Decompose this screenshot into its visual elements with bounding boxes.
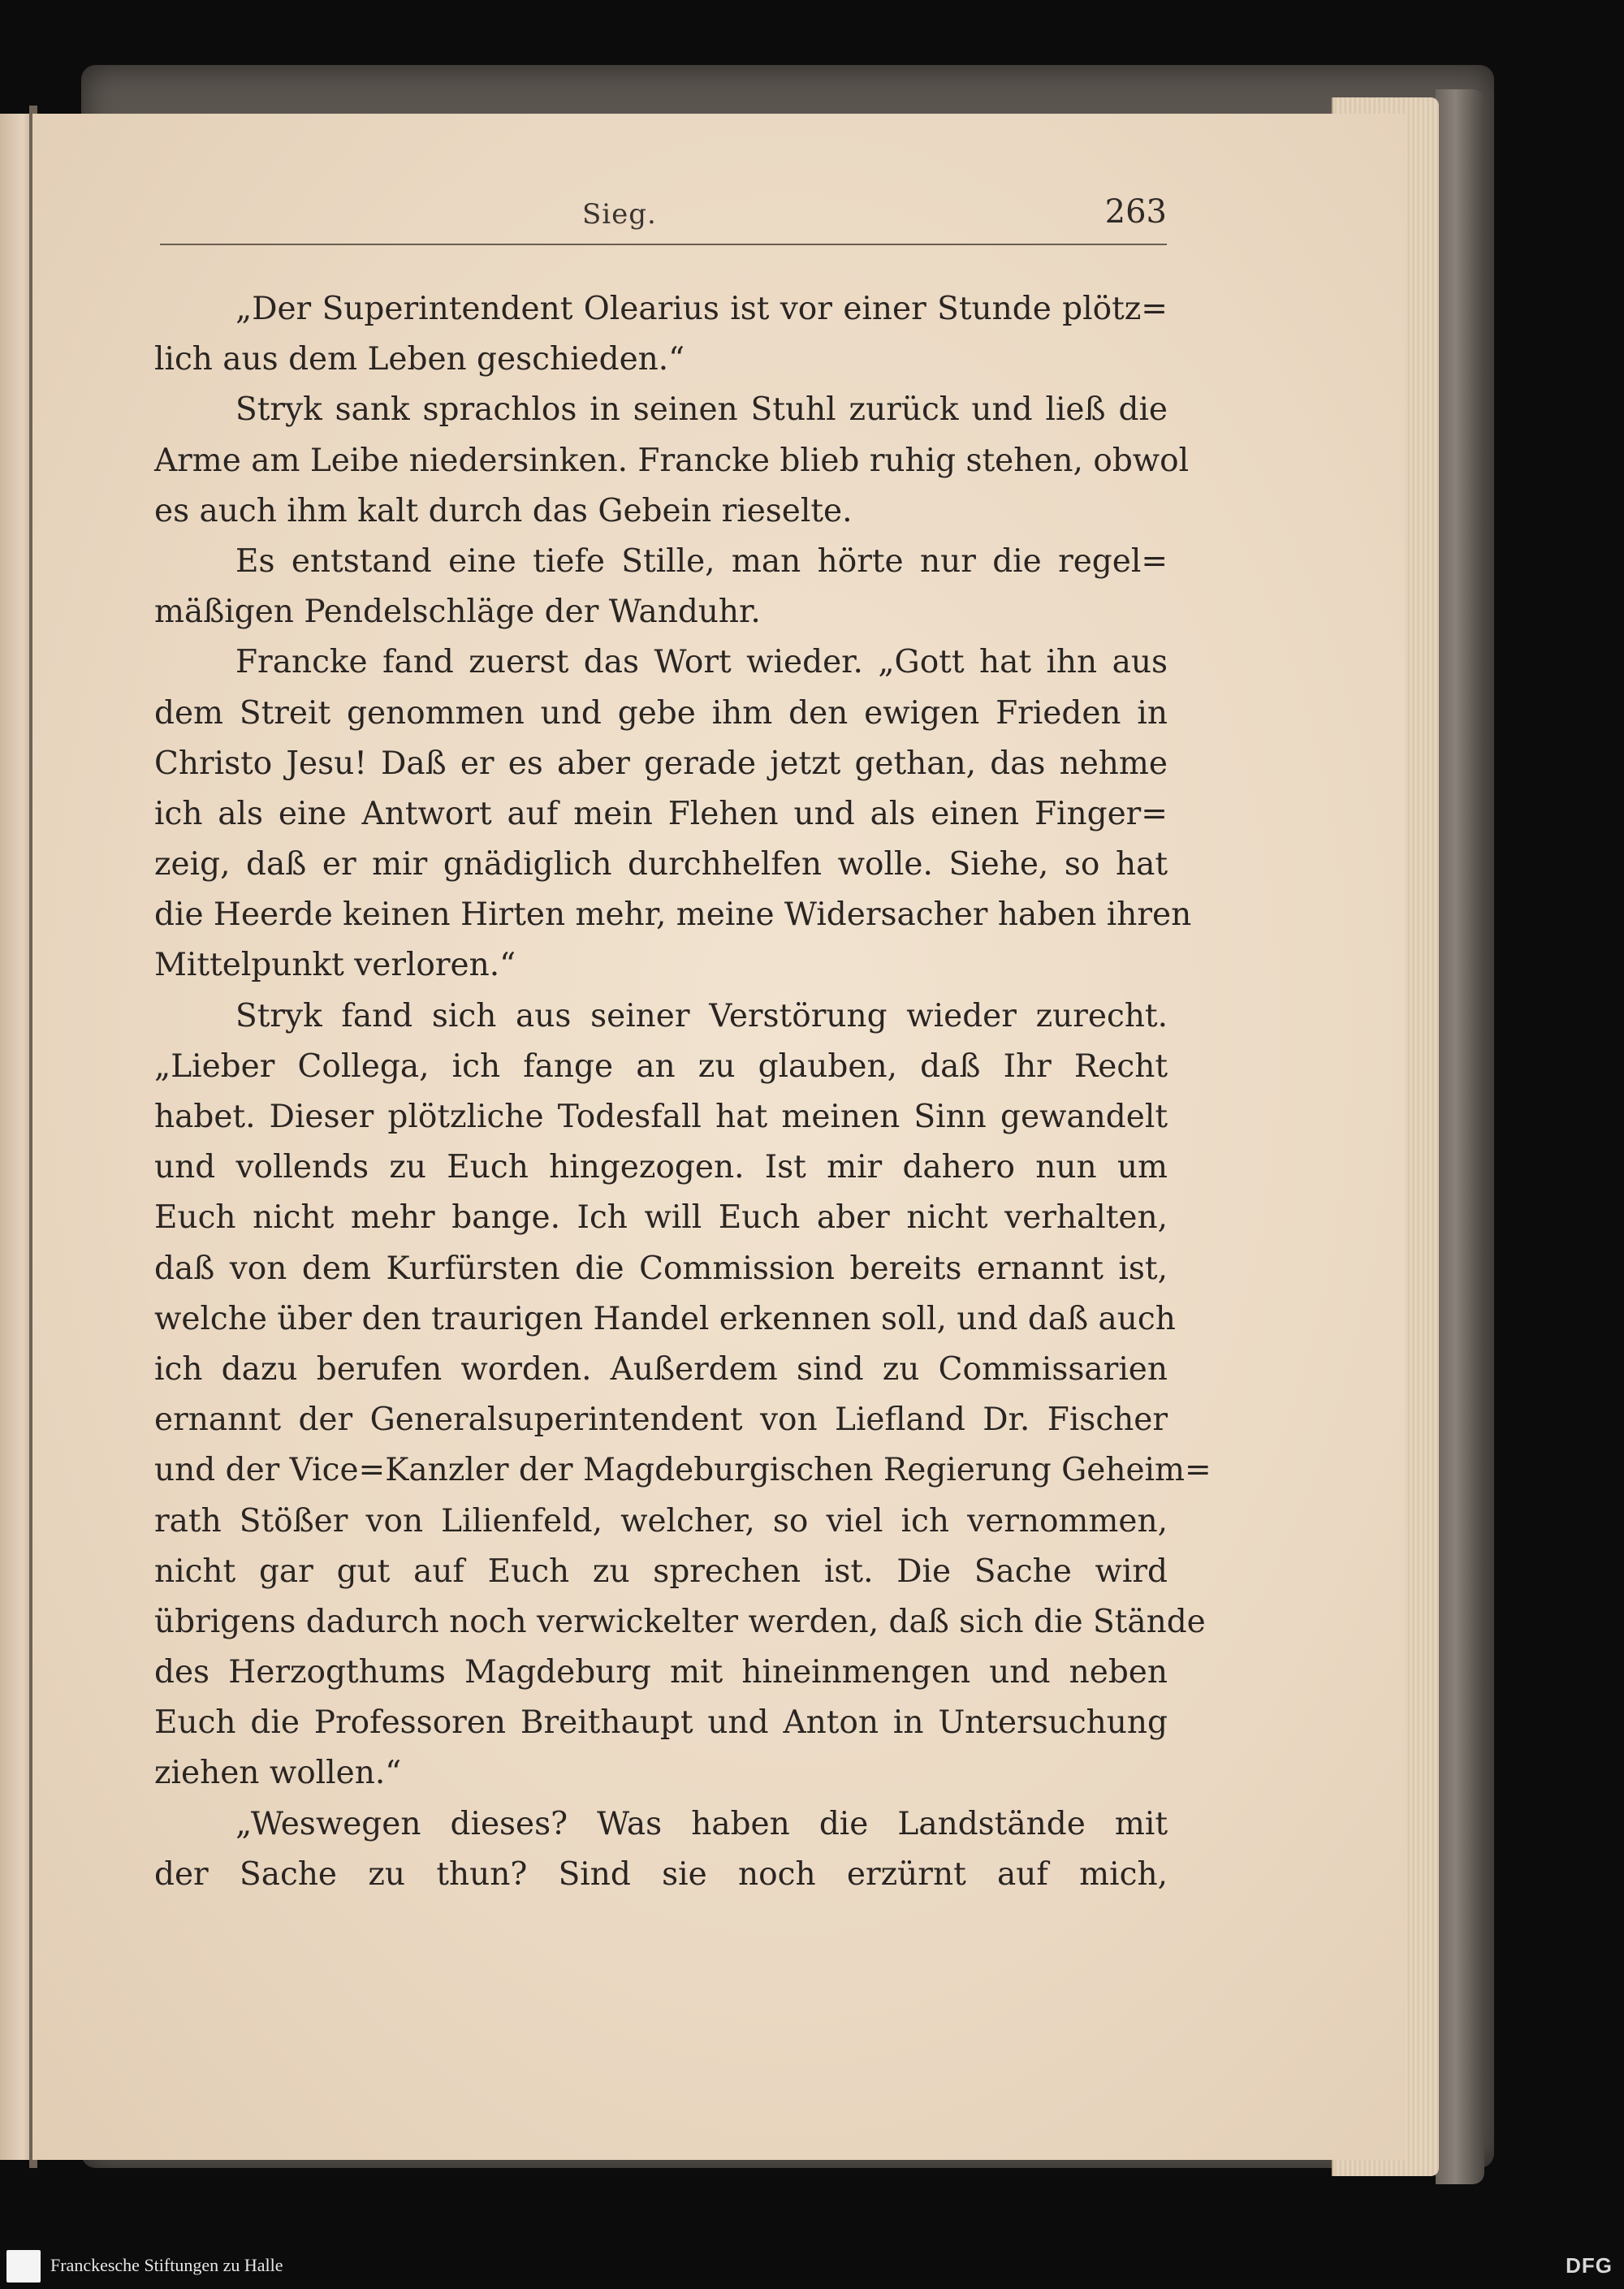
institution-logo: [6, 2250, 41, 2283]
text-line: übrigens dadurch noch verwickelter werden, daß sich die Stände: [154, 1603, 1206, 1640]
text-line: die Heerde keinen Hirten mehr, meine Widersacher haben ihren: [154, 896, 1192, 934]
text-line: Stryk fand sich aus seiner Verstörung wieder zurecht.: [235, 997, 1168, 1034]
text-line: ernannt der Generalsuperintendent von Liefland Dr. Fischer: [154, 1401, 1168, 1439]
text-line: Mittelpunkt verloren.“: [154, 947, 516, 984]
text-line: Christo Jesu! Daß er es aber gerade jetzt gethan, das nehme: [154, 745, 1168, 782]
page-header: [160, 190, 1167, 245]
text-line: „Lieber Collega, ich fange an zu glauben, daß Ihr Recht: [154, 1047, 1168, 1085]
dfg-credit: DFG: [1566, 2253, 1613, 2278]
book-board-edge: [1436, 89, 1484, 2184]
text-line: habet. Dieser plötzliche Todesfall hat meinen Sinn gewandelt: [154, 1099, 1168, 1135]
text-line: des Herzogthums Magdeburg mit hineinmengen und neben: [154, 1654, 1168, 1691]
text-line: dem Streit genommen und gebe ihm den ewigen Frieden in: [154, 694, 1168, 732]
text-line: ich als eine Antwort auf mein Flehen und als einen Finger=: [154, 795, 1168, 832]
text-line: welche über den traurigen Handel erkennen soll, und daß auch: [154, 1300, 1176, 1337]
text-line: ziehen wollen.“: [154, 1755, 402, 1792]
text-line: daß von dem Kurfürsten die Commission bereits ernannt ist,: [154, 1250, 1168, 1287]
text-line: Francke fand zuerst das Wort wieder. „Gott hat ihn aus: [235, 644, 1168, 681]
text-line: ich dazu berufen worden. Außerdem sind zu Commissarien: [154, 1350, 1168, 1388]
text-line: lich aus dem Leben geschieden.“: [154, 341, 685, 378]
text-line: rath Stößer von Lilienfeld, welcher, so viel ich vernommen,: [154, 1502, 1168, 1540]
text-line: und vollends zu Euch hingezogen. Ist mir dahero nun um: [154, 1149, 1168, 1186]
text-line: Es entstand eine tiefe Stille, man hörte nur die regel=: [235, 542, 1168, 580]
text-line: zeig, daß er mir gnädiglich durchhelfen wolle. Siehe, so hat: [154, 846, 1168, 883]
text-line: „Weswegen dieses? Was haben die Landstände mit: [235, 1805, 1168, 1842]
body-text: [154, 284, 1212, 1900]
text-line: „Der Superintendent Olearius ist vor einer Stunde plötz=: [235, 291, 1168, 327]
text-line: Euch die Professoren Breithaupt und Anton in Untersuchung: [154, 1704, 1168, 1742]
text-line: es auch ihm kalt durch das Gebein rieselte.: [154, 492, 853, 529]
text-line: Arme am Leibe niedersinken. Francke blieb ruhig stehen, obwol: [154, 442, 1190, 479]
running-title: Sieg.: [582, 198, 657, 231]
page-number: 263: [1104, 193, 1167, 231]
text-line: Stryk sank sprachlos in seinen Stuhl zurück und ließ die: [235, 391, 1168, 429]
text-line: und der Vice=Kanzler der Magdeburgischen Regierung Geheim=: [154, 1452, 1212, 1489]
institution-credit: Franckesche Stiftungen zu Halle: [50, 2255, 283, 2275]
text-line: mäßigen Pendelschläge der Wanduhr.: [154, 594, 761, 631]
viewer-footer: [0, 2244, 1624, 2289]
text-line: nicht gar gut auf Euch zu sprechen ist. Die Sache wird: [154, 1553, 1168, 1590]
text-line: der Sache zu thun? Sind sie noch erzürnt auf mich,: [154, 1855, 1168, 1893]
text-line: Euch nicht mehr bange. Ich will Euch aber nicht verhalten,: [154, 1199, 1168, 1237]
